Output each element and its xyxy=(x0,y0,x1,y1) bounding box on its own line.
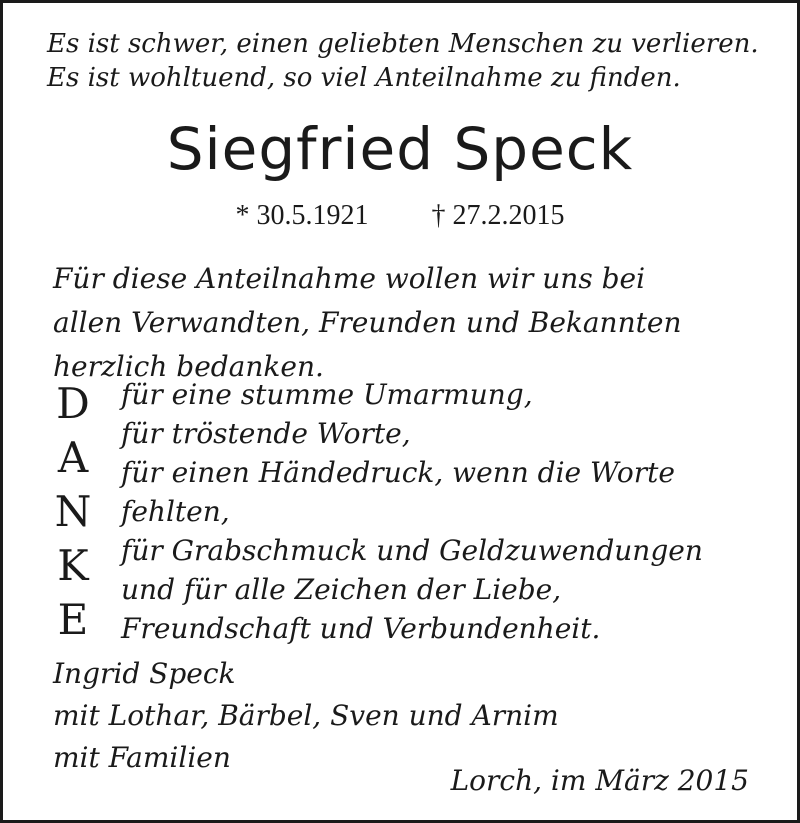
intro-line: Es ist schwer, einen geliebten Menschen zu verlieren. xyxy=(47,29,759,59)
danke-line: Freundschaft und Verbundenheit. xyxy=(121,612,601,645)
danke-letter: N xyxy=(54,487,92,536)
danke-text xyxy=(121,375,703,648)
thanks-line: Für diese Anteilnahme wollen wir uns bei xyxy=(53,262,646,295)
signature-line: mit Lothar, Bärbel, Sven und Arnim xyxy=(53,699,559,732)
place-date: Lorch, im März 2015 xyxy=(450,764,749,797)
danke-line: für einen Händedruck, wenn die Worte xyxy=(121,456,675,489)
danke-letter: A xyxy=(57,433,89,482)
thanks-line: herzlich bedanken. xyxy=(53,350,324,383)
death-date: † 27.2.2015 xyxy=(431,200,565,231)
thanks-text xyxy=(53,257,681,389)
danke-acrostic xyxy=(43,377,103,647)
danke-line: für eine stumme Umarmung, xyxy=(121,378,533,411)
life-dates xyxy=(3,200,797,232)
thanks-line: allen Verwandten, Freunden und Bekannten xyxy=(53,306,682,339)
signature-block xyxy=(53,653,559,779)
danke-line: für tröstende Worte, xyxy=(121,417,411,450)
danke-letter: E xyxy=(57,595,89,644)
signature-line: mit Familien xyxy=(53,741,231,774)
danke-line: für Grabschmuck und Geldzuwendungen xyxy=(121,534,703,567)
intro-line: Es ist wohltuend, so viel Anteilnahme zu finden. xyxy=(47,63,681,93)
signature-line: Ingrid Speck xyxy=(53,657,236,690)
danke-letter: K xyxy=(57,541,89,590)
deceased-name: Siegfried Speck xyxy=(166,115,634,183)
danke-line: fehlten, xyxy=(121,495,230,528)
intro-text xyxy=(47,27,759,95)
birth-date: * 30.5.1921 xyxy=(235,200,369,231)
danke-line: und für alle Zeichen der Liebe, xyxy=(121,573,562,606)
danke-letter: D xyxy=(56,379,90,428)
